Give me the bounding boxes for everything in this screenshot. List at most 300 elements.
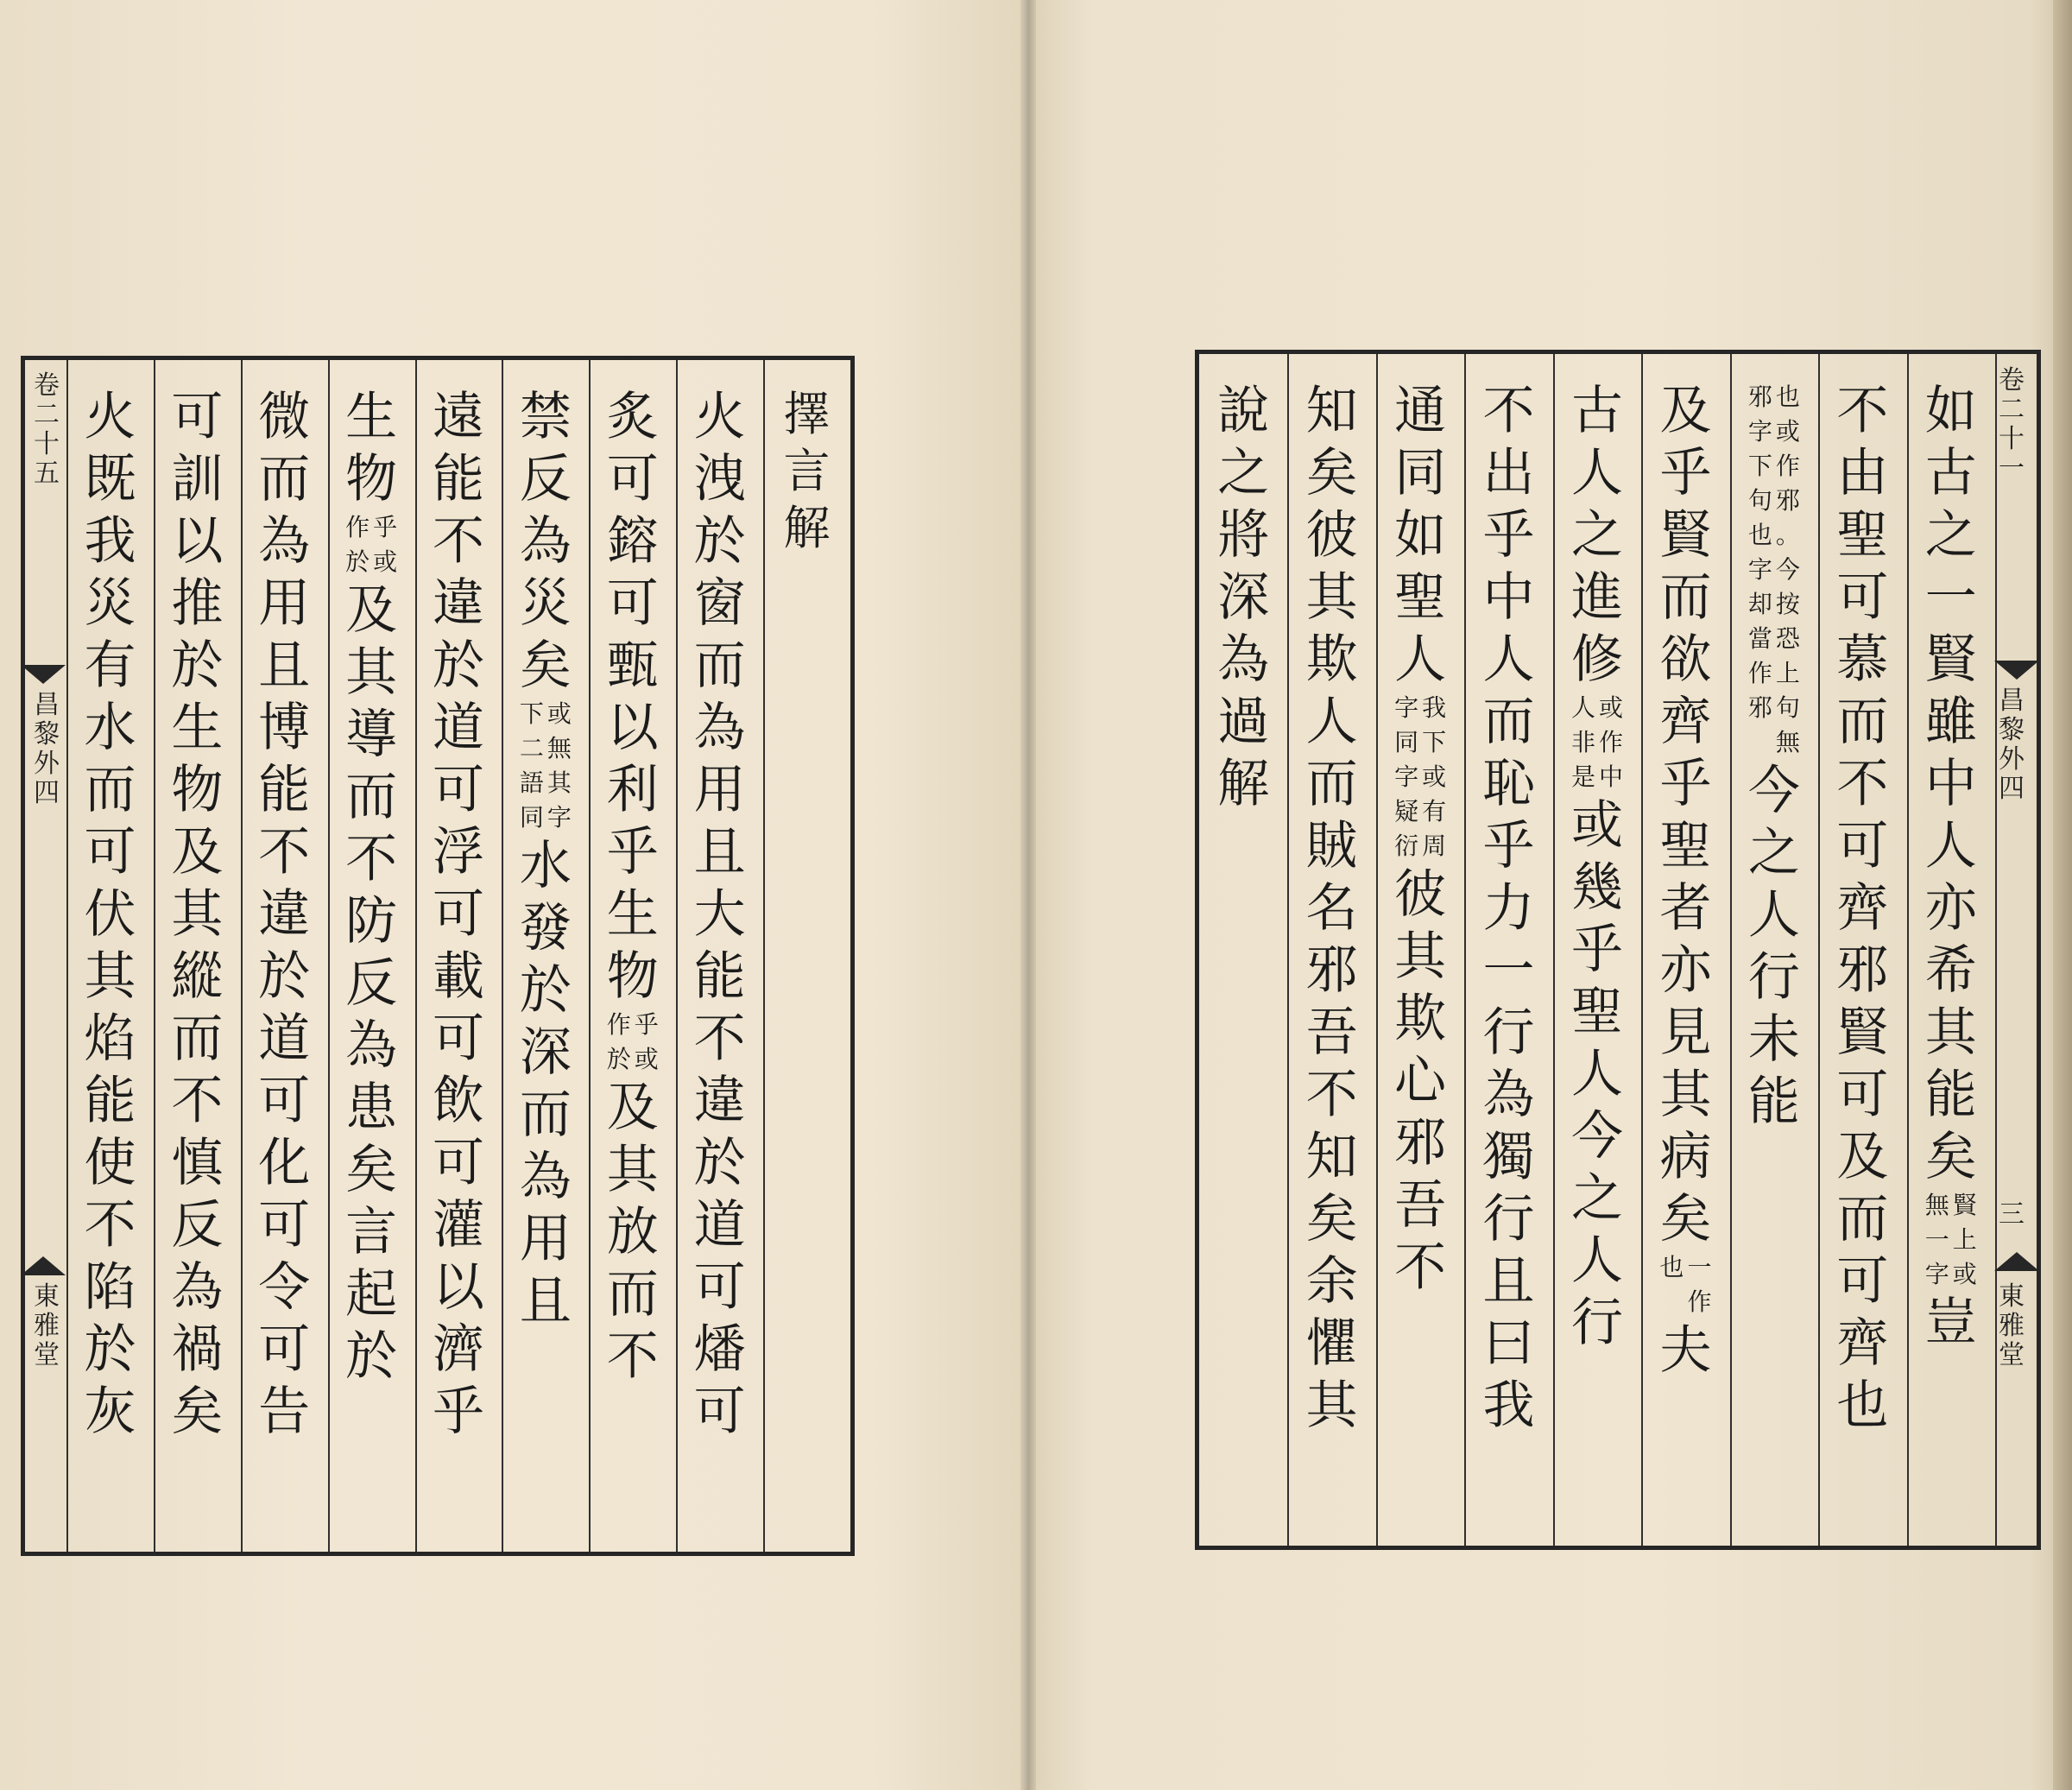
column-rule (502, 360, 503, 1552)
character: 窗 (693, 573, 746, 634)
character: 知 (1305, 381, 1358, 441)
character: 深 (519, 1022, 572, 1083)
character: 豈 (1924, 1293, 1977, 1353)
character: 一 (1687, 1253, 1712, 1281)
character: 中 (1924, 754, 1977, 814)
character: 二 (34, 400, 60, 430)
character: 灰 (84, 1382, 136, 1442)
character: 聖 (1836, 505, 1889, 566)
character: 黎 (1999, 715, 2025, 745)
character: 乎 (1482, 816, 1535, 876)
character: 句 (1747, 486, 1772, 515)
column-continuation-text (520, 835, 572, 1332)
character: 出 (1482, 443, 1535, 503)
right-margin-page-number (1994, 1200, 2029, 1230)
character: 可 (432, 1009, 484, 1069)
column-rule (1287, 354, 1289, 1546)
interlinear-note (1571, 691, 1623, 794)
character: 飲 (432, 1071, 484, 1131)
character: 火 (693, 387, 746, 447)
column-rule (1464, 354, 1466, 1546)
character: 人 (1570, 693, 1595, 722)
character: 中 (1482, 567, 1535, 628)
character: 却 (1747, 590, 1772, 618)
character: 解 (783, 501, 831, 555)
character: 而 (1836, 692, 1889, 752)
character: 可 (1836, 567, 1889, 628)
text-column (589, 386, 676, 1388)
column-main-text (784, 386, 831, 557)
column-rule (1641, 354, 1643, 1546)
character: 而 (606, 1264, 659, 1325)
character: 於 (693, 1133, 746, 1193)
left-fish-tail-top (21, 665, 66, 684)
character: 四 (34, 778, 60, 808)
character: 能 (432, 449, 484, 509)
character: 作 (1775, 452, 1800, 480)
character: 及 (345, 580, 398, 641)
character: 東 (1999, 1281, 2025, 1312)
character: 或 (634, 1045, 659, 1073)
character: 災 (519, 573, 572, 634)
column-rule (1553, 354, 1555, 1546)
character: 邪 (1775, 486, 1800, 515)
column-main-text (1571, 380, 1623, 691)
column-rule (1907, 354, 1909, 1546)
character: 懼 (1305, 1313, 1358, 1374)
character: 不 (1305, 1065, 1358, 1125)
character: 可 (432, 1133, 484, 1193)
right-margin-publisher (1994, 1282, 2029, 1370)
character: 其 (1394, 927, 1447, 987)
character: 道 (258, 1009, 311, 1069)
character: 而 (1836, 1189, 1889, 1249)
character: 希 (1924, 940, 1977, 1001)
character: 通 (1394, 381, 1447, 441)
character: 彼 (1305, 505, 1358, 566)
character: 矣 (1659, 1189, 1712, 1249)
column-main-text (1836, 380, 1888, 1437)
character: 獨 (1482, 1127, 1535, 1187)
character: 也 (1836, 1376, 1889, 1436)
character: 及 (1836, 1127, 1889, 1187)
character: 違 (258, 884, 311, 945)
column-main-text (84, 386, 136, 1443)
character: 疑 (1394, 797, 1419, 825)
character: 反 (171, 1195, 224, 1256)
character: 亦 (1659, 940, 1712, 1001)
character: 水 (84, 698, 136, 758)
character: 為 (1217, 629, 1270, 690)
character: 邪 (1836, 940, 1889, 1001)
character: 反 (519, 449, 572, 509)
character: 言 (345, 1202, 398, 1262)
character: 於 (693, 511, 746, 572)
character: 無 (1924, 1191, 1949, 1219)
character: 如 (1394, 505, 1447, 566)
character: 一 (1482, 940, 1535, 1001)
character: 及 (171, 822, 224, 882)
character: 於 (345, 547, 370, 576)
character: 及 (1659, 381, 1712, 441)
character: 慕 (1836, 629, 1889, 690)
character: 人 (1570, 443, 1623, 503)
character: 邪 (1394, 1113, 1447, 1173)
character: 字 (1747, 555, 1772, 584)
character: 進 (1570, 567, 1623, 628)
character: 為 (171, 1257, 224, 1318)
character: 載 (432, 946, 484, 1007)
character: 十 (34, 429, 60, 459)
character: 之 (1570, 505, 1623, 566)
character: 亦 (1924, 878, 1977, 939)
character: 而 (693, 636, 746, 696)
character: 今 (1747, 761, 1800, 821)
character: 能 (258, 760, 311, 820)
character: 以 (606, 698, 659, 758)
column-main-text (345, 386, 397, 510)
column-main-text (1306, 380, 1358, 1437)
character: 而 (1659, 567, 1712, 628)
character: 反 (345, 953, 398, 1014)
column-continuation-text (1659, 1319, 1711, 1382)
column-rule (154, 360, 155, 1552)
character: 禁 (519, 387, 572, 447)
character: 乎 (606, 822, 659, 882)
character: 能 (84, 1071, 136, 1131)
character: 可 (432, 760, 484, 820)
text-column (1730, 380, 1818, 1133)
character: 一 (1924, 567, 1977, 628)
column-rule (676, 360, 678, 1552)
text-column (1641, 380, 1729, 1382)
character: 無 (1775, 728, 1800, 756)
character: 禍 (171, 1319, 224, 1380)
character: 吾 (1394, 1175, 1447, 1236)
character: 違 (693, 1071, 746, 1131)
character: 可 (432, 884, 484, 945)
character: 乎 (634, 1010, 659, 1039)
character: 可 (1836, 1065, 1889, 1125)
text-column (502, 386, 589, 1332)
character: 恐 (1775, 624, 1800, 653)
character: 聖 (1394, 567, 1447, 628)
interlinear-note (607, 1008, 659, 1077)
character: 放 (606, 1202, 659, 1262)
character: 字 (1394, 762, 1419, 791)
left-margin-header (29, 371, 64, 489)
column-rule (589, 360, 591, 1552)
character: 可 (1836, 816, 1889, 876)
character: 也 (1659, 1253, 1684, 1281)
character: 矣 (1305, 1189, 1358, 1249)
character: 按 (1775, 590, 1800, 618)
character: 為 (258, 511, 311, 572)
character: 不 (1482, 381, 1535, 441)
column-main-text (1483, 380, 1535, 1437)
character: 燔 (693, 1319, 746, 1380)
character: 也 (1747, 521, 1772, 549)
page-edge (2053, 0, 2072, 1790)
character: 生 (171, 698, 224, 758)
character: 可 (171, 387, 224, 447)
character: 邪 (1305, 940, 1358, 1001)
character: 人 (1570, 1230, 1623, 1291)
character: 未 (1747, 1009, 1800, 1070)
character: 知 (1305, 1127, 1358, 1187)
character: 用 (519, 1209, 572, 1269)
text-column (1199, 380, 1287, 815)
character: 矣 (345, 1140, 398, 1200)
column-main-text (433, 386, 484, 1443)
character: 為 (693, 698, 746, 758)
character: 使 (84, 1133, 136, 1193)
character: 衍 (1394, 832, 1419, 860)
character: 能 (1924, 1065, 1977, 1125)
character: 不 (1394, 1237, 1447, 1298)
character: 字 (1747, 417, 1772, 446)
character: 炙 (606, 387, 659, 447)
character: 可 (258, 1195, 311, 1256)
character: 乎 (432, 1382, 484, 1442)
character: 乎 (373, 513, 398, 541)
character: 乎 (1659, 443, 1712, 503)
character: 可 (606, 573, 659, 634)
character: 且 (1482, 1251, 1535, 1312)
character: 慎 (171, 1133, 224, 1193)
character: 一 (1999, 453, 2025, 484)
character: 矣 (519, 636, 572, 696)
character: 齊 (1659, 692, 1712, 752)
character: 擇 (783, 387, 831, 441)
character: 行 (1482, 1003, 1535, 1063)
character: 堂 (34, 1340, 60, 1370)
character: 句 (1775, 693, 1800, 722)
character: 人 (1747, 885, 1800, 946)
character: 者 (1659, 878, 1712, 939)
character: 推 (171, 573, 224, 634)
character: 不 (1836, 754, 1889, 814)
character: 導 (345, 705, 398, 765)
character: 於 (171, 636, 224, 696)
character: 過 (1217, 692, 1270, 752)
character: 作 (1747, 659, 1772, 687)
character: 古 (1924, 443, 1977, 503)
character: 無 (546, 734, 572, 762)
character: 起 (345, 1264, 398, 1325)
character: 人 (1305, 692, 1358, 752)
character: 物 (171, 760, 224, 820)
character: 雅 (34, 1311, 60, 1341)
character: 乎 (1482, 505, 1535, 566)
character: 賢 (1952, 1191, 1977, 1219)
character: 之 (1570, 1168, 1623, 1229)
character: 東 (34, 1281, 60, 1312)
character: 雖 (1924, 692, 1977, 752)
character: 且 (519, 1271, 572, 1331)
character: 而 (84, 760, 136, 820)
character: 言 (783, 444, 831, 498)
character: 昌 (1999, 686, 2025, 716)
character: 以 (432, 1257, 484, 1318)
character: 其 (1659, 1065, 1712, 1125)
text-column (241, 386, 328, 1443)
character: 力 (1482, 878, 1535, 939)
character: 如 (1924, 381, 1977, 441)
character: 其 (84, 946, 136, 1007)
character: 或 (1570, 795, 1623, 856)
character: 不 (432, 511, 484, 572)
interlinear-note (520, 697, 572, 835)
character: 生 (606, 884, 659, 945)
character: 之 (1747, 823, 1800, 883)
character: 卷 (1999, 365, 2025, 395)
character: 而 (519, 1085, 572, 1145)
character: 邪 (1747, 693, 1772, 722)
character: 矣 (1924, 1127, 1977, 1187)
character: 非 (1570, 728, 1595, 756)
interlinear-note (1394, 691, 1446, 863)
column-main-text (1217, 380, 1269, 815)
character: 不 (171, 1071, 224, 1131)
character: 訓 (171, 449, 224, 509)
character: 及 (606, 1078, 659, 1138)
text-column (154, 386, 241, 1443)
character: 齊 (1836, 878, 1889, 939)
character: 二 (1999, 395, 2025, 425)
character: 道 (693, 1195, 746, 1256)
character: 聖 (1570, 982, 1623, 1042)
character: 今 (1775, 555, 1800, 584)
character: 矣 (1305, 443, 1358, 503)
character: 於 (345, 1326, 398, 1387)
character: 字 (1924, 1260, 1949, 1288)
character: 將 (1217, 505, 1270, 566)
text-column (328, 386, 415, 1388)
character: 灌 (432, 1195, 484, 1256)
character: 告 (258, 1382, 311, 1442)
character: 卷 (34, 370, 60, 401)
character: 鎔 (606, 511, 659, 572)
character: 一 (1924, 1225, 1949, 1254)
character: 上 (1952, 1225, 1977, 1254)
character: 且 (693, 822, 746, 882)
character: 可 (258, 1319, 311, 1380)
character: 生 (345, 387, 398, 447)
left-text-frame (21, 356, 855, 1556)
character: 四 (1999, 774, 2025, 804)
character: 其 (606, 1140, 659, 1200)
character: 我 (1422, 693, 1447, 722)
column-rule (328, 360, 330, 1552)
interlinear-note (1748, 380, 1800, 760)
character: 化 (258, 1133, 311, 1193)
character: 水 (519, 836, 572, 896)
character: 行 (1570, 1293, 1623, 1353)
character: 十 (1999, 424, 2025, 454)
character: 伏 (84, 884, 136, 945)
character: 不 (693, 1009, 746, 1069)
character: 其 (546, 768, 572, 797)
character: 能 (693, 946, 746, 1007)
column-rule (241, 360, 243, 1552)
column-continuation-text (1748, 760, 1800, 1133)
character: 其 (1305, 567, 1358, 628)
character: 乎 (1570, 920, 1623, 980)
character: 賢 (1924, 629, 1977, 690)
character: 乎 (1659, 754, 1712, 814)
left-margin-title (29, 691, 64, 808)
character: 下 (1747, 452, 1772, 480)
character: 聖 (1659, 816, 1712, 876)
column-main-text (1659, 380, 1711, 1250)
character: 其 (345, 642, 398, 703)
character: 或 (373, 547, 398, 576)
column-continuation-text (1394, 863, 1446, 1299)
character: 或 (1775, 417, 1800, 446)
character: 不 (345, 829, 398, 889)
column-continuation-text (345, 579, 397, 1388)
character: 而 (1305, 754, 1358, 814)
text-column (415, 386, 502, 1443)
character: 中 (1598, 762, 1623, 791)
right-fish-tail-top (1994, 661, 2039, 680)
character: 作 (1598, 728, 1623, 756)
text-column (1553, 380, 1641, 1354)
character: 利 (606, 760, 659, 820)
character: 外 (34, 749, 60, 779)
character: 或 (1952, 1260, 1977, 1288)
character: 解 (1217, 754, 1270, 814)
column-main-text (1394, 380, 1446, 691)
character: 恥 (1482, 754, 1535, 814)
text-column (1907, 380, 1995, 1354)
character: 能 (1747, 1072, 1800, 1132)
character: 字 (546, 803, 572, 832)
character: 可 (693, 1257, 746, 1318)
interlinear-note (345, 510, 397, 579)
character: 可 (84, 822, 136, 882)
character: 堂 (1999, 1340, 2025, 1370)
character: 齊 (1836, 1313, 1889, 1374)
text-column (676, 386, 763, 1443)
character: 修 (1570, 629, 1623, 690)
character: 同 (1394, 728, 1419, 756)
character: 下 (519, 699, 544, 728)
book-gutter (1020, 0, 1036, 1790)
character: 是 (1570, 762, 1595, 791)
character: 黎 (34, 719, 60, 750)
character: 也 (1775, 383, 1800, 411)
column-main-text (258, 386, 310, 1443)
character: 作 (1687, 1287, 1712, 1316)
character: 為 (345, 1015, 398, 1076)
character: 為 (1482, 1065, 1535, 1125)
character: 為 (519, 1147, 572, 1207)
character: 之 (1924, 505, 1977, 566)
column-rule (763, 360, 765, 1552)
character: 賊 (1305, 816, 1358, 876)
column-rule (1376, 354, 1378, 1546)
character: 欲 (1659, 629, 1712, 690)
character: 其 (1305, 1376, 1358, 1436)
character: 今 (1570, 1106, 1623, 1167)
character: 語 (519, 768, 544, 797)
character: 余 (1305, 1251, 1358, 1312)
character: 不 (258, 822, 311, 882)
character: 令 (258, 1257, 311, 1318)
character: 陷 (84, 1257, 136, 1318)
